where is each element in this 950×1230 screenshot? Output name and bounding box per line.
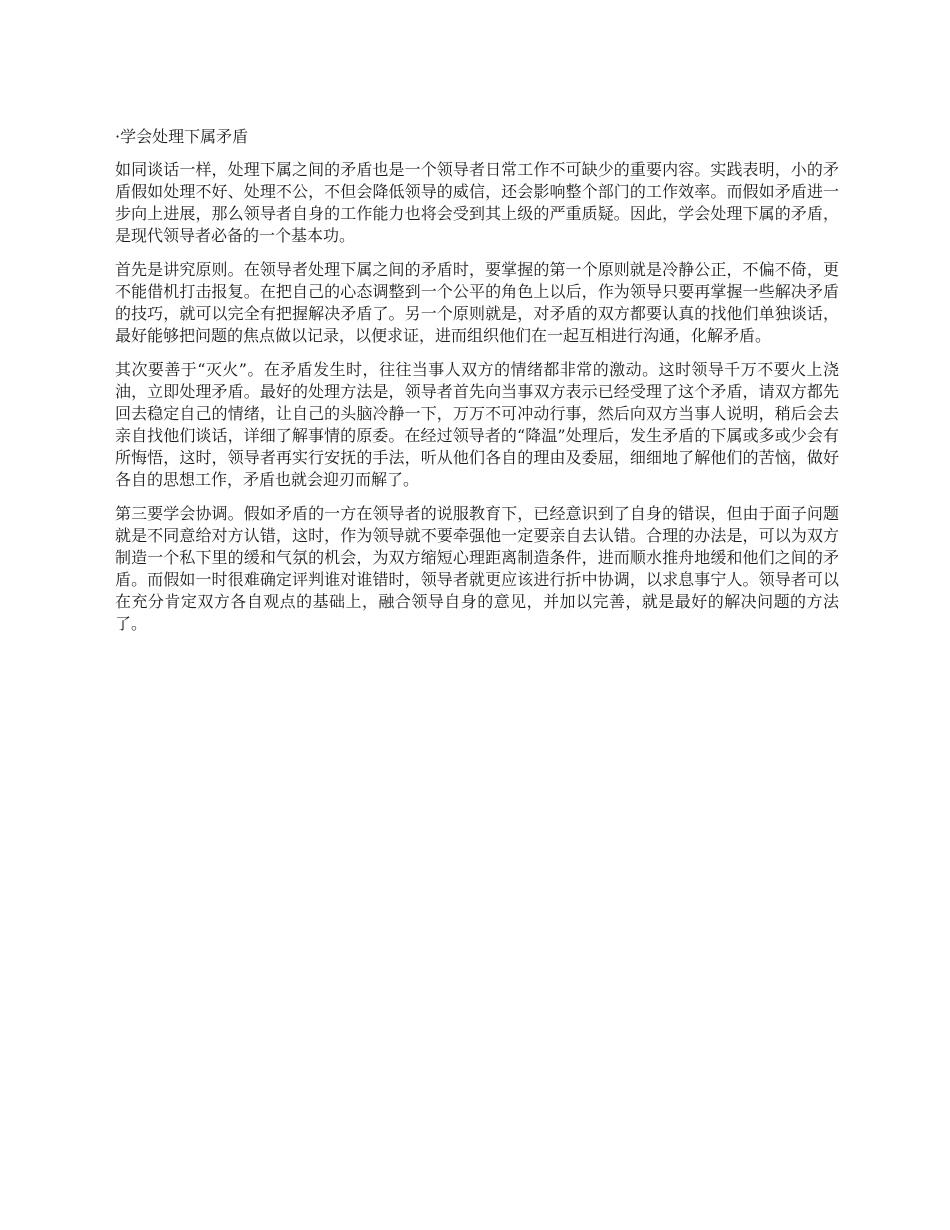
document-title: ·学会处理下属矛盾: [115, 127, 249, 146]
document-page: [115, 126, 839, 647]
paragraph-coordination: 第三要学会协调。假如矛盾的一方在领导者的说服教育下，已经意识到了自身的错误，但由于面子问题就是不同意给对方认错，这时，作为领导就不要牵强他一定要亲自去认错。合理的办法是，可以为双方制造一个私下里的缓和气氛的机会，为双方缩短心理距离制造条件，进而顺水推舟地缓和他们之间的矛盾。而假如一时很难确定评判谁对谁错时，领导者就更应该进行折中协调，以求息事宁人。领导者可以在充分肯定双方各自观点的基础上，融合领导自身的意见，并加以完善，就是最好的解决问题的方法了。: [115, 504, 839, 633]
paragraph-principles: 首先是讲究原则。在领导者处理下属之间的矛盾时，要掌握的第一个原则就是冷静公正，不偏不倚，更不能借机打击报复。在把自己的心态调整到一个公平的角色上以后，作为领导只要再掌握一些解决矛盾的技巧，就可以完全有把握解决矛盾了。另一个原则就是，对矛盾的双方都要认真的找他们单独谈话，最好能够把问题的焦点做以记录，以便求证，进而组织他们在一起互相进行沟通，化解矛盾。: [115, 260, 839, 345]
paragraph-intro: 如同谈话一样，处理下属之间的矛盾也是一个领导者日常工作不可缺少的重要内容。实践表明，小的矛盾假如处理不好、处理不公，不但会降低领导的威信，还会影响整个部门的工作效率。而假如矛盾进一步向上进展，那么领导者自身的工作能力也将会受到其上级的严重质疑。因此，学会处理下属的矛盾，是现代领导者必备的一个基本功。: [115, 160, 839, 245]
paragraph-cooling-down: 其次要善于“灭火”。在矛盾发生时，往往当事人双方的情绪都非常的激动。这时领导千万不要火上浇油，立即处理矛盾。最好的处理方法是，领导者首先向当事双方表示已经受理了这个矛盾，请双方都先回去稳定自己的情绪，让自己的头脑冷静一下，万万不可冲动行事，然后向双方当事人说明，稍后会去亲自找他们谈话，详细了解事情的原委。在经过领导者的“降温”处理后，发生矛盾的下属或多或少会有所悔悟，这时，领导者再实行安抚的手法，听从他们各自的理由及委屈，细细地了解他们的苦恼，做好各自的思想工作，矛盾也就会迎刃而解了。: [115, 360, 839, 489]
